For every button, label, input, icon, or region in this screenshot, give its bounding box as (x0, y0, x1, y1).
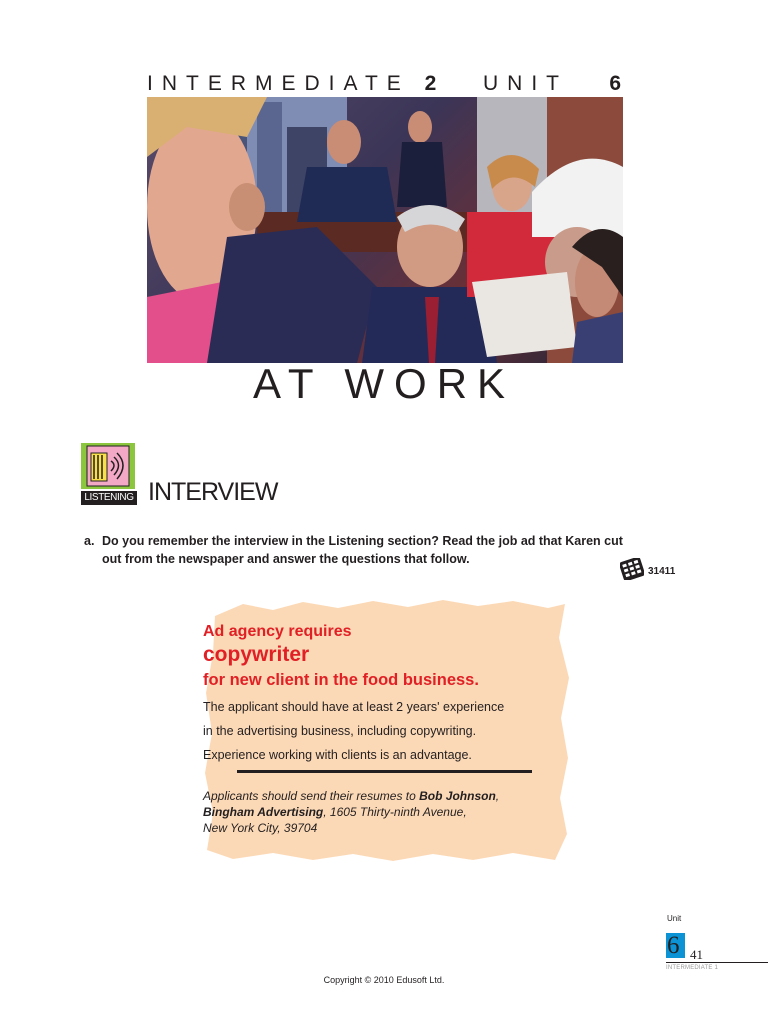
ad-contact-line-3: New York City, 39704 (203, 821, 318, 835)
ad-position: copywriter (203, 643, 310, 666)
page-number: 41 (690, 947, 703, 962)
ad-body-line-2: in the advertising business, including copywriting. (203, 724, 477, 738)
unit-word: UNIT (483, 72, 568, 95)
ad-contact-line-1 (203, 789, 571, 803)
listening-label: LISTENING (81, 491, 137, 505)
audio-code: 31411 (648, 566, 676, 577)
ad-contact-line-2 (203, 805, 571, 819)
listening-icon (81, 443, 135, 505)
ad-body-line-3: Experience working with clients is an advantage. (203, 748, 472, 762)
ad-contact-text: Applicants should send their resumes to (203, 789, 420, 803)
ad-contact-person: Bob Johnson (419, 789, 496, 803)
ad-subheadline: for new client in the food business. (203, 671, 479, 689)
listening-icon-picture (81, 443, 135, 489)
photo-illustration (147, 97, 623, 363)
question-letter: a. (84, 534, 95, 548)
ad-headline: Ad agency requires (203, 623, 352, 640)
job-ad-clipping (203, 598, 571, 862)
office-collage-photo (147, 97, 623, 363)
ad-body-line-1: The applicant should have at least 2 years' experience (203, 700, 505, 714)
unit-page-tag (666, 914, 768, 976)
question-text: Do you remember the interview in the Listening section? Read the job ad that Karen cut out from the newspaper and answer the questions that follow. (102, 534, 623, 566)
copyright: Copyright © 2010 Edusoft Ltd. (323, 975, 445, 985)
ad-contact-company: Bingham Advertising (203, 805, 324, 819)
ad-contact-punct: , (495, 789, 500, 803)
unit-tag-rule (666, 962, 768, 963)
ad-contact-address: , 1605 Thirty-ninth Avenue, (323, 805, 467, 819)
unit-tag-word: Unit (667, 914, 682, 923)
page-title: AT WORK (252, 360, 516, 407)
level-number: 2 (424, 72, 437, 95)
section-title: INTERVIEW (148, 478, 278, 506)
ad-divider (237, 770, 532, 773)
level-heading (147, 72, 436, 96)
keypad-icon[interactable] (620, 558, 644, 580)
unit-tag-level: INTERMEDIATE 1 (666, 965, 719, 971)
unit-header (147, 72, 623, 98)
level-word: INTERMEDIATE (147, 72, 410, 95)
unit-number: 6 (609, 72, 621, 95)
headphone-icon (81, 443, 135, 489)
keypad-icon-graphic (620, 558, 644, 580)
unit-tag-number: 6 (667, 932, 680, 959)
